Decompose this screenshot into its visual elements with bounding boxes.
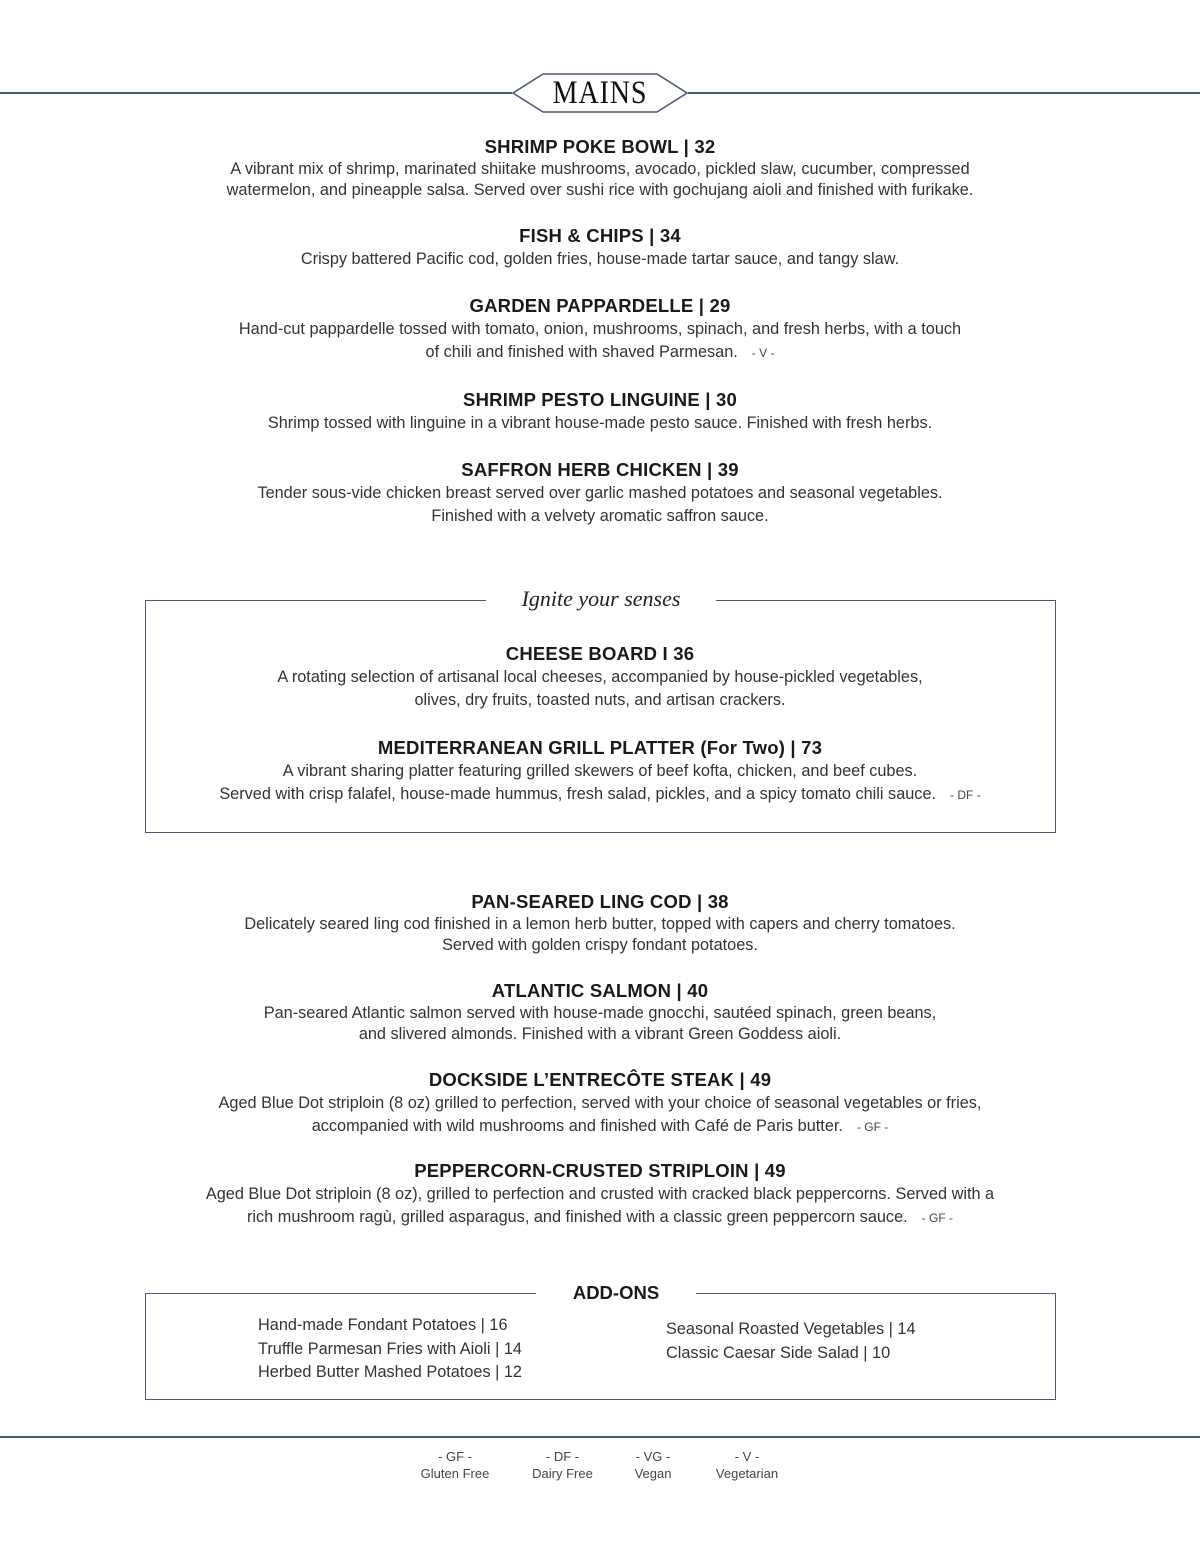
item-title: PEPPERCORN-CRUSTED STRIPLOIN | 49 bbox=[414, 1160, 786, 1181]
item-desc-line: Shrimp tossed with linguine in a vibrant house-made pesto sauce. Finished with fresh herbs. bbox=[267, 414, 933, 432]
item-title: FISH & CHIPS | 34 bbox=[519, 225, 681, 246]
addon-item: Truffle Parmesan Fries with Aioli | 14 bbox=[258, 1339, 522, 1358]
item-desc-line: Crispy battered Pacific cod, golden fries, house-made tartar sauce, and tangy slaw. bbox=[300, 250, 900, 268]
item-title: SHRIMP PESTO LINGUINE | 30 bbox=[463, 389, 737, 410]
legend-dairy-free bbox=[515, 1448, 610, 1482]
item-desc-line bbox=[0, 341, 1200, 365]
addon-item: Herbed Butter Mashed Potatoes | 12 bbox=[258, 1363, 522, 1381]
item-title: SHRIMP POKE BOWL | 32 bbox=[484, 136, 716, 157]
item-desc-text: accompanied with wild mushrooms and finished with Café de Paris butter. bbox=[311, 1117, 843, 1135]
legend-label: Gluten Free bbox=[420, 1466, 490, 1481]
item-desc-line: A vibrant sharing platter featuring grilled skewers of beef kofta, chicken, and beef cubes. bbox=[282, 762, 918, 780]
legend-gluten-free bbox=[405, 1448, 505, 1482]
item-desc-line: Hand-cut pappardelle tossed with tomato, onion, mushrooms, spinach, and fresh herbs, with a touch bbox=[238, 320, 962, 338]
menu-item-shrimp-poke-bowl bbox=[0, 135, 1200, 201]
item-desc-line: Delicately seared ling cod finished in a lemon herb butter, topped with capers and cherry tomatoes. bbox=[244, 915, 956, 933]
menu-item-mediterranean-grill-platter bbox=[0, 736, 1200, 807]
header-rule-left bbox=[0, 92, 512, 94]
ignite-label: Ignite your senses bbox=[486, 585, 716, 613]
item-desc-line: A rotating selection of artisanal local cheeses, accompanied by house-pickled vegetables, bbox=[277, 668, 923, 686]
menu-item-shrimp-pesto-linguine bbox=[0, 388, 1200, 435]
item-title: DOCKSIDE L’ENTRECÔTE STEAK | 49 bbox=[428, 1069, 772, 1090]
dietary-tag: - GF - bbox=[921, 1211, 953, 1225]
menu-item-saffron-herb-chicken bbox=[0, 458, 1200, 528]
item-title: ATLANTIC SALMON | 40 bbox=[491, 980, 709, 1001]
menu-item-peppercorn-crusted-striploin bbox=[0, 1159, 1200, 1230]
item-title: GARDEN PAPPARDELLE | 29 bbox=[469, 295, 731, 316]
item-desc-text: rich mushroom ragù, grilled asparagus, and finished with a classic green peppercorn sauce. bbox=[247, 1208, 908, 1226]
item-desc-text: of chili and finished with shaved Parmesan. bbox=[425, 343, 738, 361]
item-desc-line: Pan-seared Atlantic salmon served with house-made gnocchi, sautéed spinach, green beans, bbox=[263, 1004, 937, 1022]
legend-label: Vegetarian bbox=[715, 1466, 779, 1481]
item-desc-line: Served with golden crispy fondant potatoes. bbox=[442, 936, 758, 954]
menu-item-garden-pappardelle bbox=[0, 294, 1200, 365]
dietary-tag: - V - bbox=[751, 346, 775, 360]
item-desc-line: Tender sous-vide chicken breast served over garlic mashed potatoes and seasonal vegetables. bbox=[257, 484, 943, 502]
addons-left-column bbox=[258, 1314, 522, 1385]
legend-vegan bbox=[620, 1448, 686, 1482]
item-desc-line: olives, dry fruits, toasted nuts, and artisan crackers. bbox=[414, 691, 786, 709]
legend-vegetarian bbox=[700, 1448, 794, 1482]
item-title: PAN-SEARED LING COD | 38 bbox=[471, 891, 729, 912]
legend-code: - GF - bbox=[438, 1449, 472, 1464]
item-title: SAFFRON HERB CHICKEN | 39 bbox=[461, 459, 739, 480]
menu-item-pan-seared-ling-cod bbox=[0, 890, 1200, 956]
dietary-tag: - GF - bbox=[856, 1120, 889, 1134]
item-desc-line bbox=[0, 1115, 1200, 1139]
item-desc-line bbox=[0, 1206, 1200, 1230]
header-rule-right bbox=[688, 92, 1200, 94]
dietary-tag: - DF - bbox=[950, 788, 981, 802]
legend-code: - V - bbox=[734, 1449, 760, 1464]
item-title: CHEESE BOARD I 36 bbox=[505, 643, 695, 664]
addon-item: Hand-made Fondant Potatoes | 16 bbox=[258, 1316, 508, 1334]
page-title: MAINS bbox=[552, 75, 648, 111]
addons-label: ADD-ONS bbox=[536, 1281, 696, 1305]
menu-item-atlantic-salmon bbox=[0, 979, 1200, 1045]
item-title: MEDITERRANEAN GRILL PLATTER (For Two) | 73 bbox=[377, 737, 823, 758]
item-desc-line: Finished with a velvety aromatic saffron sauce. bbox=[431, 507, 769, 525]
item-desc-line: Aged Blue Dot striploin (8 oz), grilled to perfection and crusted with cracked black peppercorns. Served with a bbox=[205, 1185, 995, 1203]
item-desc-line: A vibrant mix of shrimp, marinated shiitake mushrooms, avocado, pickled slaw, cucumber, compressed bbox=[230, 160, 970, 178]
item-desc-line: Aged Blue Dot striploin (8 oz) grilled to perfection, served with your choice of seasonal vegetables or fries, bbox=[218, 1094, 982, 1112]
menu-item-cheese-board bbox=[0, 642, 1200, 712]
item-desc-text: Served with crisp falafel, house-made hummus, fresh salad, pickles, and a spicy tomato chili sauce. bbox=[219, 785, 937, 803]
addon-item: Seasonal Roasted Vegetables | 14 bbox=[666, 1320, 916, 1338]
legend-code: - DF - bbox=[545, 1449, 580, 1464]
menu-item-fish-chips bbox=[0, 224, 1200, 271]
footer-rule bbox=[0, 1436, 1200, 1438]
item-desc-line bbox=[0, 783, 1200, 807]
legend-code: - VG - bbox=[635, 1449, 671, 1464]
item-desc-line: watermelon, and pineapple salsa. Served over sushi rice with gochujang aioli and finished with furikake. bbox=[226, 181, 974, 199]
legend-label: Vegan bbox=[634, 1466, 672, 1481]
section-banner bbox=[511, 72, 689, 114]
legend-label: Dairy Free bbox=[532, 1466, 593, 1481]
item-desc-line: and slivered almonds. Finished with a vibrant Green Goddess aioli. bbox=[358, 1025, 842, 1043]
addons-right-column bbox=[666, 1318, 916, 1365]
menu-item-dockside-entrecote-steak bbox=[0, 1068, 1200, 1139]
addon-item: Classic Caesar Side Salad | 10 bbox=[666, 1343, 891, 1362]
